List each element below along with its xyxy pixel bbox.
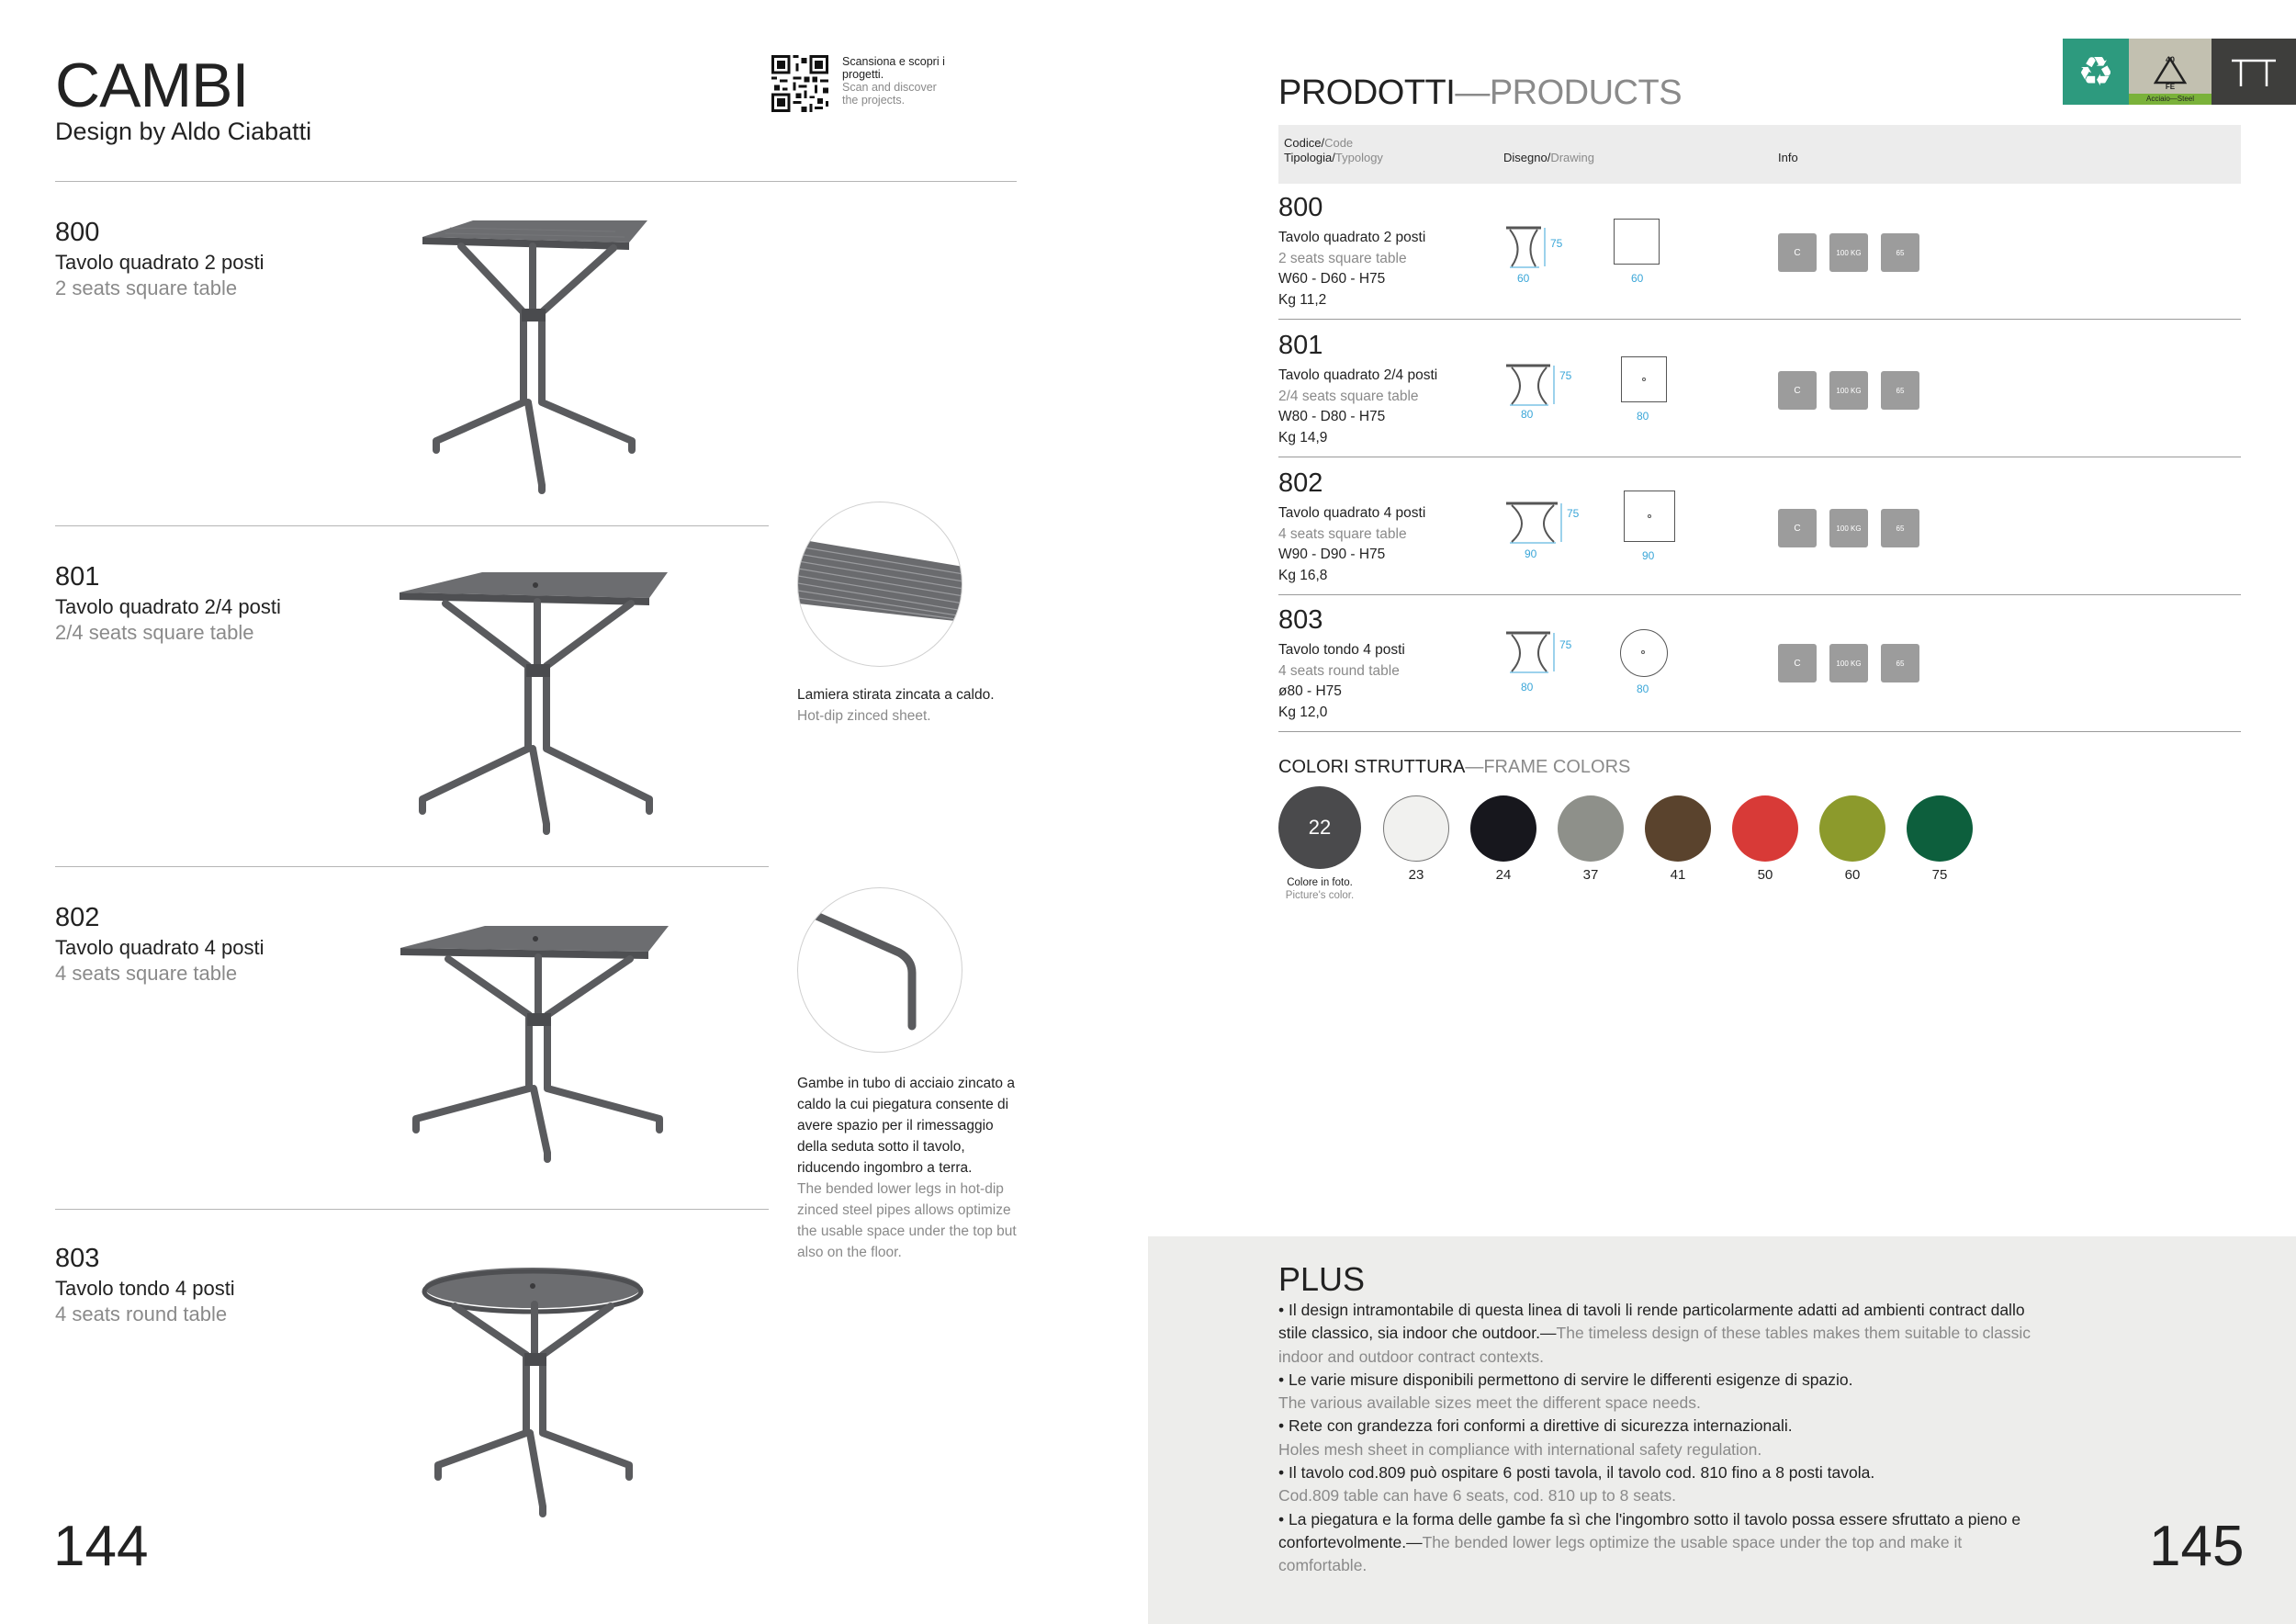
product-name-en: 2/4 seats square table (55, 621, 254, 644)
plus-item (1278, 1369, 2050, 1415)
product-802-label (55, 903, 264, 986)
divider-1 (55, 525, 769, 526)
steel-badge (2129, 39, 2212, 105)
row-name-it: Tavolo quadrato 2/4 posti (1278, 367, 1438, 383)
product-code: 801 (55, 562, 100, 592)
mesh-detail-it: Lamiera stirata zincata a caldo. (797, 687, 995, 703)
top-dim: 60 (1631, 272, 1644, 285)
color-swatch-50[interactable] (1732, 795, 1798, 883)
plus-item-it: • Il tavolo cod.809 può ospitare 6 posti tavola, il tavolo cod. 810 fino a 8 posti tavola. (1278, 1463, 1875, 1483)
plus-item-en: The bended lower legs optimize the usable space under the top and make it comfortable. (1278, 1532, 1963, 1575)
load-capacity-icon (1829, 233, 1868, 272)
row-weight: Kg 11,2 (1278, 291, 1327, 308)
plus-item (1278, 1299, 2050, 1369)
load-capacity-icon (1829, 509, 1868, 547)
col-drawing-en: Drawing (1550, 151, 1594, 164)
top-view-circle (1620, 629, 1668, 677)
product-name-it: Tavolo quadrato 2 posti (55, 251, 264, 274)
row-name-en: 4 seats square table (1278, 525, 1407, 542)
page-number-left: 144 (53, 1515, 149, 1578)
swatch-code: 23 (1408, 867, 1424, 883)
row-code: 800 (1278, 193, 1323, 222)
product-name-en: 4 seats square table (55, 962, 238, 985)
product-code: 800 (55, 218, 100, 247)
row-divider (1278, 731, 2241, 732)
color-swatch-23[interactable] (1383, 795, 1449, 883)
table-800-image (395, 209, 661, 503)
mesh-detail-caption (797, 684, 1027, 727)
products-heading (1278, 73, 1682, 113)
col-code (1284, 136, 1353, 151)
color-swatch-75[interactable] (1907, 795, 1973, 883)
picture-color-en: Picture's color. (1285, 890, 1355, 901)
material-badges (2063, 39, 2296, 105)
picture-color-it: Colore in foto. (1287, 877, 1353, 888)
col-typology-it: Tipologia/ (1284, 151, 1335, 164)
height-dim: 75 (1550, 237, 1563, 250)
row-name-en: 4 seats round table (1278, 662, 1400, 679)
top-view-square (1614, 219, 1660, 265)
leg-detail-en: The bended lower legs in hot-dip zinced steel pipes allows optimize the usable space under the top but also on the floor. (797, 1181, 1017, 1260)
row-code: 803 (1278, 605, 1323, 635)
color-swatch-60[interactable] (1819, 795, 1885, 883)
table-802-image (393, 919, 678, 1171)
steel-fe: FE (2165, 82, 2176, 91)
plus-title: PLUS (1278, 1260, 1366, 1298)
umbrella-hole (1648, 514, 1651, 518)
row-dims: ø80 - H75 (1278, 683, 1342, 699)
row-code: 802 (1278, 468, 1323, 498)
swatch-circle[interactable] (1558, 795, 1624, 862)
products-heading-en: PRODUCTS (1489, 73, 1683, 112)
row-name-it: Tavolo quadrato 2 posti (1278, 230, 1426, 245)
top-view-square (1621, 356, 1667, 402)
ground-anchor-icon (1778, 371, 1817, 410)
ground-anchor-label: C (1794, 385, 1801, 396)
color-swatch-37[interactable] (1558, 795, 1624, 883)
col-info: Info (1778, 151, 1798, 164)
row-details (1278, 640, 1405, 723)
qr-caption-en: Scan and discover the projects. (842, 81, 937, 107)
divider-3 (55, 1209, 769, 1210)
qr-caption-it: Scansiona e scopri i progetti. (842, 55, 945, 81)
ground-anchor-icon (1778, 509, 1817, 547)
height-dim: 75 (1567, 507, 1580, 520)
product-name-en: 4 seats round table (55, 1303, 228, 1325)
brand-title: CAMBI (55, 51, 249, 120)
umbrella-hole (1641, 650, 1645, 654)
row-weight: Kg 16,8 (1278, 567, 1328, 583)
width-dim: 80 (1521, 681, 1534, 694)
ground-anchor-label: C (1794, 247, 1801, 258)
table-row (1278, 468, 2241, 597)
plus-item-it: • Rete con grandezza fori conformi a direttive di sicurezza internazionali. (1278, 1416, 1793, 1436)
swatch-code: 22 (1308, 816, 1332, 839)
row-details (1278, 503, 1425, 586)
row-divider (1278, 319, 2241, 320)
steel-code: 40 (2165, 55, 2175, 64)
col-drawing (1503, 151, 1594, 165)
row-dims: W60 - D60 - H75 (1278, 271, 1386, 287)
leg-detail-caption (797, 1073, 1027, 1263)
product-name-it: Tavolo tondo 4 posti (55, 1277, 235, 1300)
row-dims: W90 - D90 - H75 (1278, 547, 1386, 562)
product-code: 802 (55, 903, 100, 932)
uv-resistance-label: 65 (1896, 386, 1905, 395)
table-801-image (390, 565, 684, 840)
swatch-circle[interactable] (1907, 795, 1973, 862)
uv-resistance-icon (1881, 509, 1919, 547)
row-dims: W80 - D80 - H75 (1278, 409, 1386, 424)
row-divider (1278, 594, 2241, 595)
load-capacity-label: 100 KG (1836, 524, 1862, 533)
ground-anchor-icon (1778, 644, 1817, 682)
plus-item-en: Cod.809 table can have 6 seats, cod. 810 up to 8 seats. (1278, 1486, 1676, 1506)
products-table-header (1278, 125, 2241, 184)
row-code: 801 (1278, 331, 1323, 360)
product-801-label (55, 562, 281, 645)
steel-label: Acciaio—Steel (2129, 94, 2212, 105)
ground-anchor-icon (1778, 233, 1817, 272)
row-name-en: 2 seats square table (1278, 250, 1407, 266)
table-row (1278, 605, 2241, 734)
load-capacity-label: 100 KG (1836, 386, 1862, 395)
col-drawing-it: Disegno/ (1503, 151, 1551, 164)
uv-resistance-icon (1881, 644, 1919, 682)
plus-item-en: The timeless design of these tables makes them suitable to classic indoor and outdoor contract contexts. (1278, 1324, 2032, 1366)
side-drawing-icon (1503, 500, 1563, 546)
plus-item-it: • La piegatura e la forma delle gambe fa sì che l'ingombro sotto il tavolo possa essere sfruttato a pieno e confortevolmente.— (1278, 1509, 2021, 1551)
divider-top (55, 181, 1017, 182)
color-swatch-22[interactable] (1278, 786, 1361, 902)
swatch-code: 24 (1495, 867, 1512, 883)
swatch-code: 75 (1931, 867, 1948, 883)
mesh-detail-image (797, 502, 962, 667)
row-name-en: 2/4 seats square table (1278, 388, 1419, 404)
uv-resistance-label: 65 (1896, 524, 1905, 533)
divider-2 (55, 866, 769, 867)
swatch-circle[interactable] (1383, 795, 1449, 862)
col-typology-en: Typology (1334, 151, 1383, 164)
product-name-it: Tavolo quadrato 2/4 posti (55, 595, 281, 618)
row-details (1278, 228, 1425, 310)
product-name-it: Tavolo quadrato 4 posti (55, 936, 264, 959)
side-drawing-icon (1503, 629, 1556, 675)
top-dim: 80 (1637, 410, 1649, 423)
load-capacity-label: 100 KG (1836, 659, 1862, 668)
plus-item (1278, 1508, 2050, 1578)
table-row (1278, 193, 2241, 321)
color-swatch-41[interactable] (1645, 795, 1711, 883)
top-dim: 80 (1637, 682, 1649, 695)
uv-resistance-icon (1881, 371, 1919, 410)
recycle-badge (2063, 39, 2129, 105)
width-dim: 90 (1525, 547, 1537, 560)
row-weight: Kg 12,0 (1278, 704, 1328, 720)
frame-colors-it: COLORI STRUTTURA (1278, 757, 1466, 777)
width-dim: 60 (1517, 272, 1530, 285)
uv-resistance-label: 65 (1896, 659, 1905, 668)
page-number-right: 145 (2149, 1515, 2245, 1578)
plus-item (1278, 1415, 2050, 1461)
plus-item-it: • Le varie misure disponibili permettono di servire le differenti esigenze di spazio. (1278, 1370, 1853, 1389)
side-drawing-icon (1503, 362, 1556, 408)
table-803-image (418, 1258, 647, 1529)
load-capacity-label: 100 KG (1836, 248, 1862, 257)
frame-colors-heading (1278, 757, 1630, 778)
ground-anchor-label: C (1794, 658, 1801, 669)
top-dim: 90 (1642, 549, 1655, 562)
plus-list (1278, 1299, 2050, 1578)
picture-color-caption (1286, 876, 1354, 902)
swatch-circle[interactable] (1278, 786, 1361, 869)
swatch-circle[interactable] (1819, 795, 1885, 862)
color-swatch-24[interactable] (1470, 795, 1536, 883)
top-view-square (1624, 491, 1675, 542)
row-name-it: Tavolo tondo 4 posti (1278, 642, 1405, 658)
height-dim: 75 (1559, 369, 1572, 382)
table-type-badge (2212, 39, 2296, 105)
col-code-en: Code (1324, 136, 1354, 150)
qr-caption (842, 55, 952, 107)
load-capacity-icon (1829, 644, 1868, 682)
swatch-circle[interactable] (1470, 795, 1536, 862)
load-capacity-icon (1829, 371, 1868, 410)
qr-code[interactable] (771, 55, 828, 112)
uv-resistance-label: 65 (1896, 248, 1905, 257)
plus-item (1278, 1461, 2050, 1508)
swatch-circle[interactable] (1645, 795, 1711, 862)
col-code-it: Codice/ (1284, 136, 1325, 150)
umbrella-hole (1642, 378, 1646, 381)
table-outline-icon (2228, 55, 2279, 88)
product-803-label (55, 1244, 235, 1326)
product-800-label (55, 218, 264, 300)
side-drawing-icon (1503, 224, 1547, 270)
plus-item-en: Holes mesh sheet in compliance with international safety regulation. (1278, 1439, 1762, 1459)
brand-subtitle: Design by Aldo Ciabatti (55, 118, 312, 145)
recycle-icon: ♻ (2077, 48, 2114, 96)
table-row (1278, 331, 2241, 459)
heading-dash: — (1455, 73, 1490, 112)
height-dim: 75 (1559, 638, 1572, 651)
swatch-code: 60 (1844, 867, 1861, 883)
product-code: 803 (55, 1244, 100, 1273)
leg-detail-image (797, 887, 962, 1053)
swatch-code: 37 (1582, 867, 1599, 883)
ground-anchor-label: C (1794, 523, 1801, 534)
plus-item-en: The various available sizes meet the different space needs. (1278, 1393, 1701, 1413)
swatch-code: 50 (1757, 867, 1773, 883)
swatch-code: 41 (1670, 867, 1686, 883)
row-weight: Kg 14,9 (1278, 429, 1328, 445)
product-name-en: 2 seats square table (55, 276, 238, 299)
uv-resistance-icon (1881, 233, 1919, 272)
row-name-it: Tavolo quadrato 4 posti (1278, 505, 1426, 521)
products-heading-it: PRODOTTI (1278, 73, 1456, 112)
row-details (1278, 366, 1437, 448)
plus-item-it: • Il design intramontabile di questa linea di tavoli li rende particolarmente adatti ad ambienti contract dallo stile classico, sia indoor che outdoor.— (1278, 1301, 2025, 1343)
frame-colors-en: FRAME COLORS (1483, 757, 1631, 777)
mesh-detail-en: Hot-dip zinced sheet. (797, 708, 931, 724)
width-dim: 80 (1521, 408, 1534, 421)
leg-detail-it: Gambe in tubo di acciaio zincato a caldo la cui piegatura consente di avere spazio per il rimessaggio della seduta sotto il tavolo, riducendo ingombro a terra. (797, 1076, 1015, 1176)
heading-dash: — (1465, 757, 1484, 777)
col-typology (1284, 151, 1383, 165)
swatch-circle[interactable] (1732, 795, 1798, 862)
